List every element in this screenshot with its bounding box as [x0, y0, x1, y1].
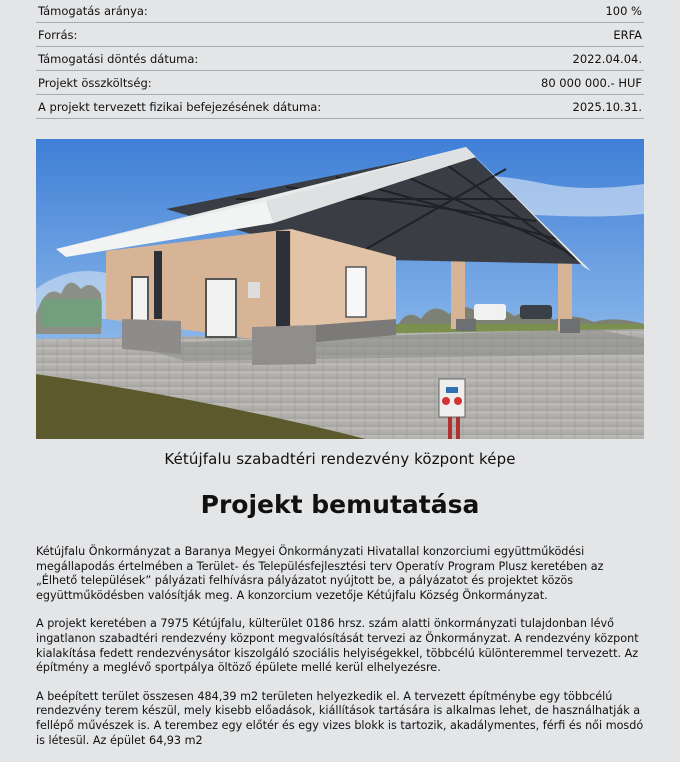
info-label: Támogatási döntés dátuma:: [38, 51, 199, 66]
project-info-table: [36, 0, 644, 119]
info-value: 2025.10.31.: [572, 99, 642, 114]
paragraph: A projekt keretében a 7975 Kétújfalu, külterület 0186 hrsz. szám alatti önkormányzati tulajdonban lévő ingatlanon szabadtéri rendezvény központ megvalósítását tervezi az Önkormányzat. A rendezvény központ kialakítása fedett rendezvénysátor kiszolgáló szociális helyiségekkel, többcélú különteremmel tervezett. Az építmény a meglévő sportpálya öltöző épülete mellé kerül elhelyezésre.: [36, 617, 639, 675]
info-value: 100 %: [605, 4, 642, 18]
section-title: Projekt bemutatása: [200, 490, 480, 519]
info-label: Támogatás aránya:: [38, 4, 148, 18]
info-label: Projekt összköltség:: [38, 75, 152, 90]
info-value: 80 000 000.- HUF: [541, 75, 642, 90]
info-value: 2022.04.04.: [572, 51, 642, 66]
info-row-completion-date: [36, 95, 644, 119]
photo-caption: Kétújfalu szabadtéri rendezvény központ képe: [164, 450, 516, 468]
info-row-support-rate: [36, 0, 644, 23]
event-center-photo: [36, 139, 644, 439]
project-description: [36, 545, 646, 762]
info-row-total-cost: [36, 71, 644, 95]
paragraph: Kétújfalu Önkormányzat a Baranya Megyei Önkormányzati Hivatallal konzorciumi együttműködési megállapodás értelmében a Terület- és Településfejlesztési terv Operatív Program Plusz keretében az „Élhető települések” pályázati felhívásra pályázatot nyújtott be, a pályázatot és projektet közös együttműködésben valósítják meg. A konzorcium vezetője Kétújfalu Község Önkormányzat.: [36, 545, 604, 602]
info-row-decision-date: [36, 47, 644, 71]
info-value: ERFA: [613, 27, 642, 42]
info-label: A projekt tervezett fizikai befejezésének dátuma:: [38, 99, 322, 114]
paragraph: A beépített terület összesen 484,39 m2 területen helyezkedik el. A tervezett építménybe egy többcélú rendezvény terem készül, mely kisebb előadások, kiállítások tartására is alkalmas lehet, de használhatják a fellépő művészek is. A terembez egy előtér és egy vizes blokk is tartozik, akadálymentes, férfi és női mosdó is létesül. Az épület 64,93 m2: [36, 689, 644, 747]
info-label: Forrás:: [38, 27, 78, 42]
info-row-source: [36, 23, 644, 47]
